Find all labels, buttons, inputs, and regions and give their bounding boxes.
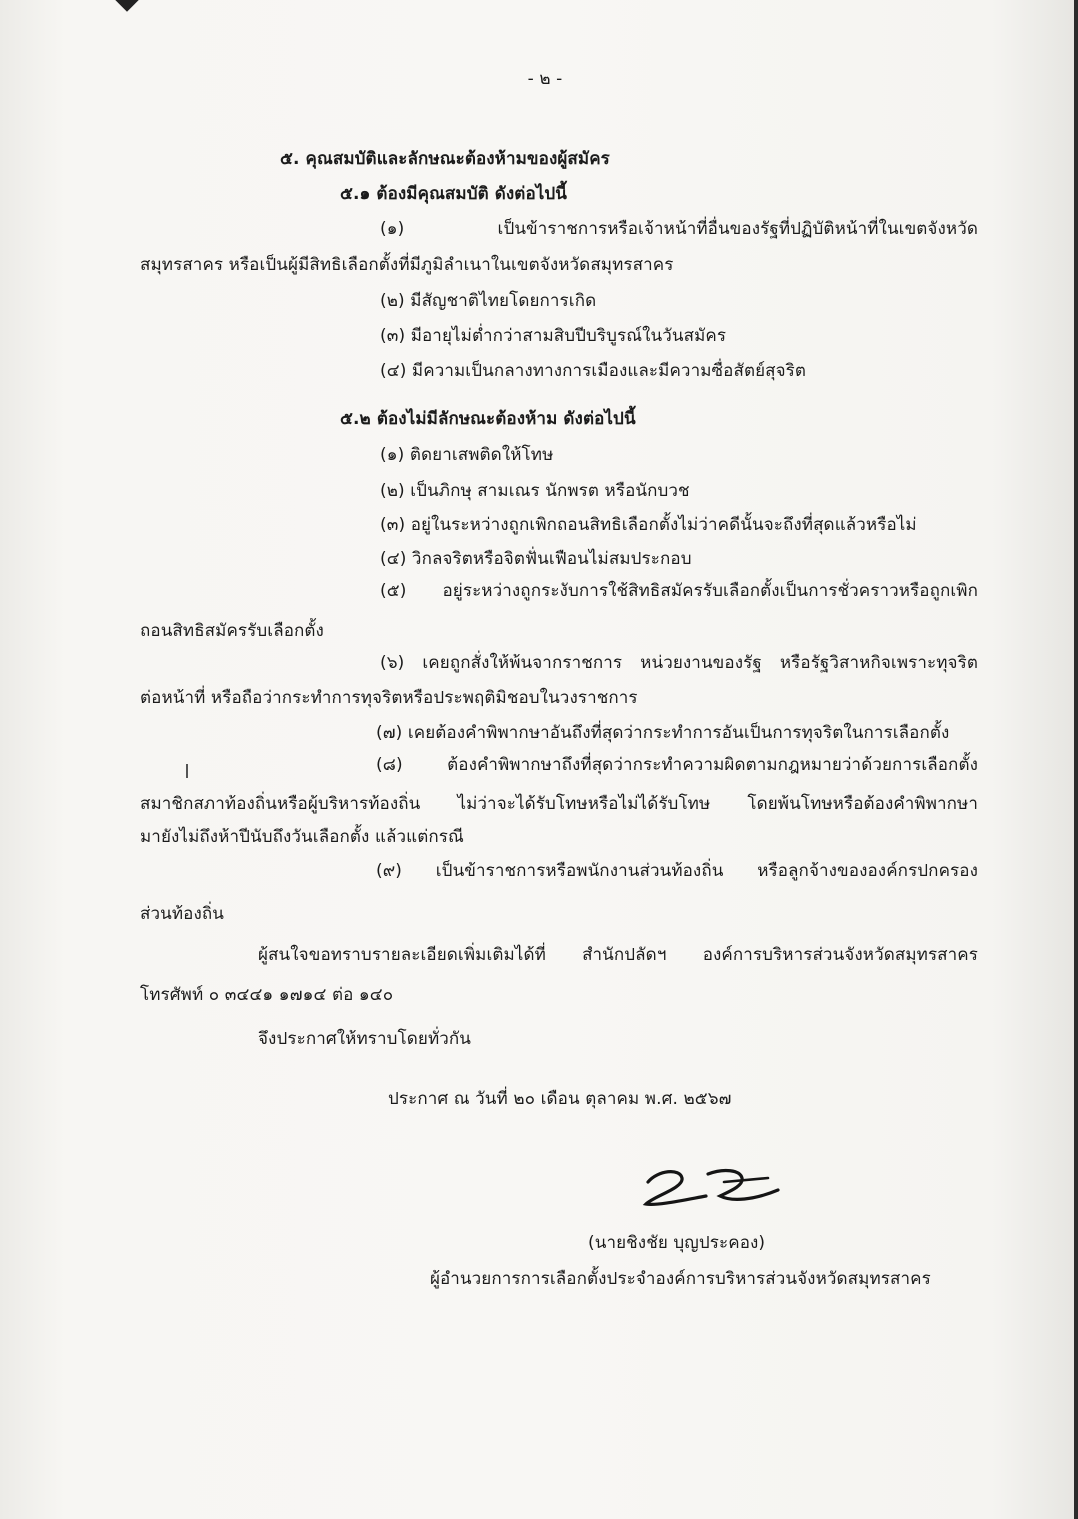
s51-item-1-line-1: (๑) เป็นข้าราชการหรือเจ้าหน้าที่อื่นของรัฐที่ปฏิบัติหน้าที่ในเขตจังหวัด [380,219,978,239]
fold-mark [114,0,139,12]
contact-line-1: ผู้สนใจขอทราบรายละเอียดเพิ่มเติมได้ที่ สำนักปลัดฯ องค์การบริหารส่วนจังหวัดสมุทรสาคร [258,945,978,965]
s51-item-2: (๒) มีสัญชาติไทยโดยการเกิด [380,291,597,311]
s52-item-1: (๑) ติดยาเสพติดให้โทษ [380,445,554,465]
section-5-heading: ๕. คุณสมบัติและลักษณะต้องห้ามของผู้สมัคร [280,149,610,169]
s52-item-5-line-2: ถอนสิทธิสมัครรับเลือกตั้ง [140,621,324,641]
s51-item-3: (๓) มีอายุไม่ต่ำกว่าสามสิบปีบริบูรณ์ในวันสมัคร [380,326,727,346]
s52-item-8-line-2: สมาชิกสภาท้องถิ่นหรือผู้บริหารท้องถิ่น ไม่ว่าจะได้รับโทษหรือไม่ได้รับโทษ โดยพ้นโทษหรือต้องคำพิพากษา [140,794,978,814]
s52-item-5-line-1: (๕) อยู่ระหว่างถูกระงับการใช้สิทธิสมัครรับเลือกตั้งเป็นการชั่วคราวหรือถูกเพิก [380,581,978,601]
section-5-2-heading: ๕.๒ ต้องไม่มีลักษณะต้องห้าม ดังต่อไปนี้ [340,409,636,429]
s52-item-6-line-1: (๖) เคยถูกสั่งให้พ้นจากราชการ หน่วยงานของรัฐ หรือรัฐวิสาหกิจเพราะทุจริต [380,653,978,673]
page-edge-shadow [1074,0,1078,1519]
s52-item-6-line-2: ต่อหน้าที่ หรือถือว่ากระทำการทุจริตหรือประพฤติมิชอบในวงราชการ [140,688,638,708]
announce-text: จึงประกาศให้ทราบโดยทั่วกัน [258,1029,472,1049]
signature [628,1160,788,1214]
s52-item-7: (๗) เคยต้องคำพิพากษาอันถึงที่สุดว่ากระทำการอันเป็นการทุจริตในการเลือกตั้ง [376,723,950,743]
date-line: ประกาศ ณ วันที่ ๒๐ เดือน ตุลาคม พ.ศ. ๒๕๖๗ [388,1089,732,1109]
s51-item-1-line-2: สมุทรสาคร หรือเป็นผู้มีสิทธิเลือกตั้งที่มีภูมิลำเนาในเขตจังหวัดสมุทรสาคร [140,255,674,275]
s52-item-2: (๒) เป็นภิกษุ สามเณร นักพรต หรือนักบวช [380,481,690,501]
s52-item-8-line-3: มายังไม่ถึงห้าปีนับถึงวันเลือกตั้ง แล้วแต่กรณี [140,827,464,847]
signer-name: (นายชิงชัย บุญประคอง) [588,1233,766,1253]
stray-mark [186,764,188,778]
s52-item-3: (๓) อยู่ในระหว่างถูกเพิกถอนสิทธิเลือกตั้งไม่ว่าคดีนั้นจะถึงที่สุดแล้วหรือไม่ [380,515,917,535]
signer-position: ผู้อำนวยการการเลือกตั้งประจำองค์การบริหารส่วนจังหวัดสมุทรสาคร [430,1269,931,1289]
s52-item-9-line-2: ส่วนท้องถิ่น [140,904,224,924]
s52-item-8-line-1: (๘) ต้องคำพิพากษาถึงที่สุดว่ากระทำความผิดตามกฎหมายว่าด้วยการเลือกตั้ง [376,755,978,775]
contact-phone: โทรศัพท์ ๐ ๓๔๔๑ ๑๗๑๔ ต่อ ๑๔๐ [140,985,394,1005]
page-number: - ๒ - [527,69,563,89]
s51-item-4: (๔) มีความเป็นกลางทางการเมืองและมีความซื่อสัตย์สุจริต [380,361,807,381]
s52-item-4: (๔) วิกลจริตหรือจิตฟั่นเฟือนไม่สมประกอบ [380,549,692,569]
s52-item-9-line-1: (๙) เป็นข้าราชการหรือพนักงานส่วนท้องถิ่น หรือลูกจ้างขององค์กรปกครอง [376,861,978,881]
section-5-1-heading: ๕.๑ ต้องมีคุณสมบัติ ดังต่อไปนี้ [340,184,568,204]
